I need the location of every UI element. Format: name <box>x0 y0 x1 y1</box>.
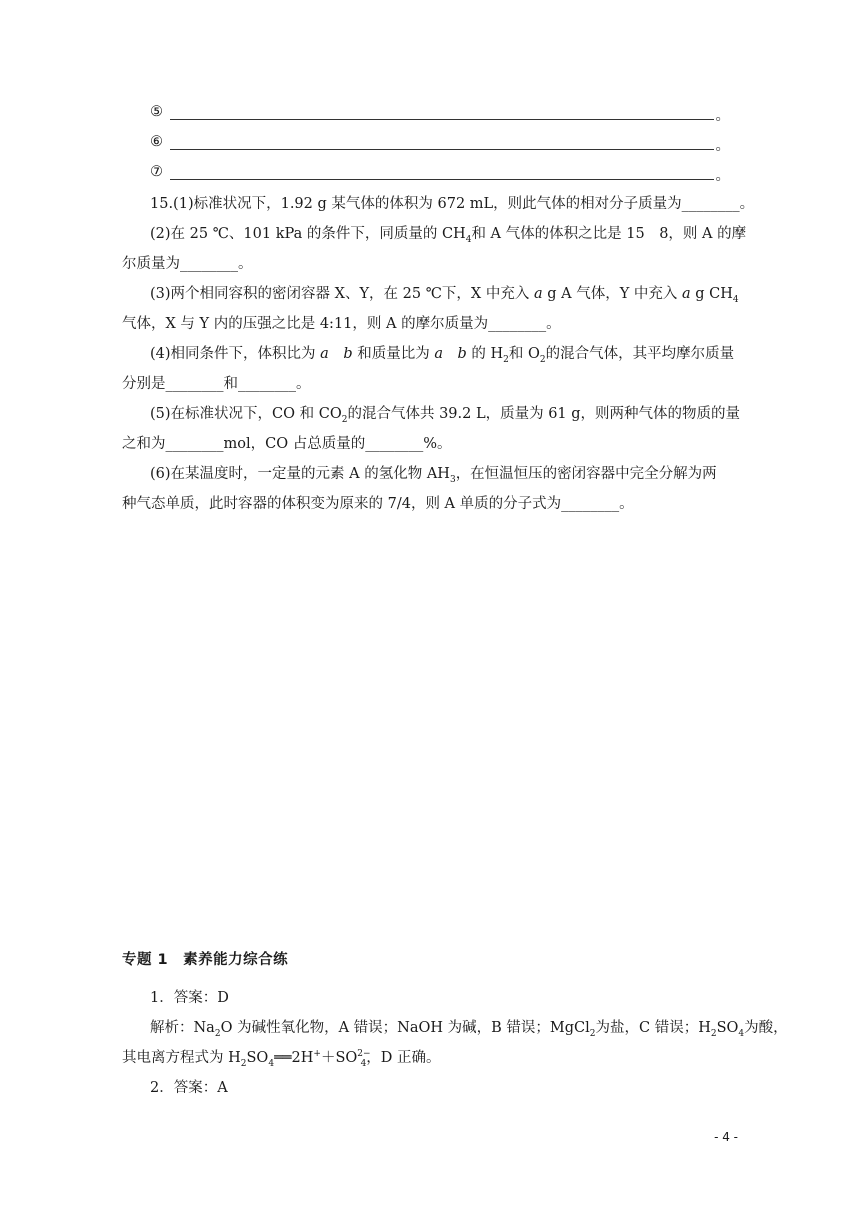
question-15-part-4-cont: 分别是________和________。 <box>122 376 311 392</box>
explanation-1: 解析：$Na_2O$ 为碱性氧化物，A 错误；NaOH 为碱，B 错误；MgCl$_2$为盐，C 错误；$H_2SO_4$为酸， <box>150 1020 788 1039</box>
blank-row-6 <box>150 134 730 154</box>
question-15-part-1: 15.(1)标准状况下，1.92 g 某气体的体积为 672 mL，则此气体的相对分子质量为________。 <box>150 196 755 212</box>
explanation-1-cont: 其电离方程式为 $H_2SO_4══2H^++SO^{2-}_4$，D 正确。 <box>122 1049 441 1069</box>
answer-2: 2．答案：A <box>150 1080 228 1096</box>
question-15-part-3-cont: 气体，X 与 Y 内的压强之比是 4:11，则 A 的摩尔质量为________。 <box>122 316 561 332</box>
blank-row-7 <box>150 164 730 184</box>
answer-line <box>170 119 714 120</box>
page-number: - 4 - <box>714 1130 738 1144</box>
circled-number: ⑤ <box>150 104 163 120</box>
question-15-part-4: (4)相同条件下，体积比为 a b 和质量比为 a b 的 $H_2$和 $O_2$的混合气体，其平均摩尔质量 <box>150 346 735 365</box>
circled-number: ⑥ <box>150 134 163 150</box>
question-15-part-6: (6)在某温度时，一定量的元素 A 的氢化物 $AH_3$，在恒温恒压的密闭容器中完全分解为两 <box>150 466 717 485</box>
circled-number: ⑦ <box>150 164 163 180</box>
question-15-part-2: (2)在 25 ℃、101 kPa 的条件下，同质量的 $CH_4$和 A 气体的体积之比是 15 8，则 A 的摩 <box>150 226 747 245</box>
period: 。 <box>715 108 730 124</box>
question-15-part-2-cont: 尔质量为________。 <box>122 256 253 272</box>
question-15-part-6-cont: 种气态单质，此时容器的体积变为原来的 7/4，则 A 单质的分子式为________。 <box>122 496 634 512</box>
section-title: 专题 1 素养能力综合练 <box>122 952 289 968</box>
question-15-part-5: (5)在标准状况下，CO 和 $CO_2$的混合气体共 39.2 L，质量为 61 g，则两种气体的物质的量 <box>150 406 741 425</box>
period: 。 <box>715 168 730 184</box>
period: 。 <box>715 138 730 154</box>
answer-1: 1．答案：D <box>150 990 229 1006</box>
answer-line <box>170 149 714 150</box>
answer-line <box>170 179 714 180</box>
question-15-part-3: (3)两个相同容积的密闭容器 X、Y，在 25 ℃下，X 中充入 a g A 气体，Y 中充入 a g $CH_4$ <box>150 286 739 305</box>
question-15-part-5-cont: 之和为________mol，CO 占总质量的________%。 <box>122 436 452 452</box>
blank-row-5 <box>150 104 730 124</box>
